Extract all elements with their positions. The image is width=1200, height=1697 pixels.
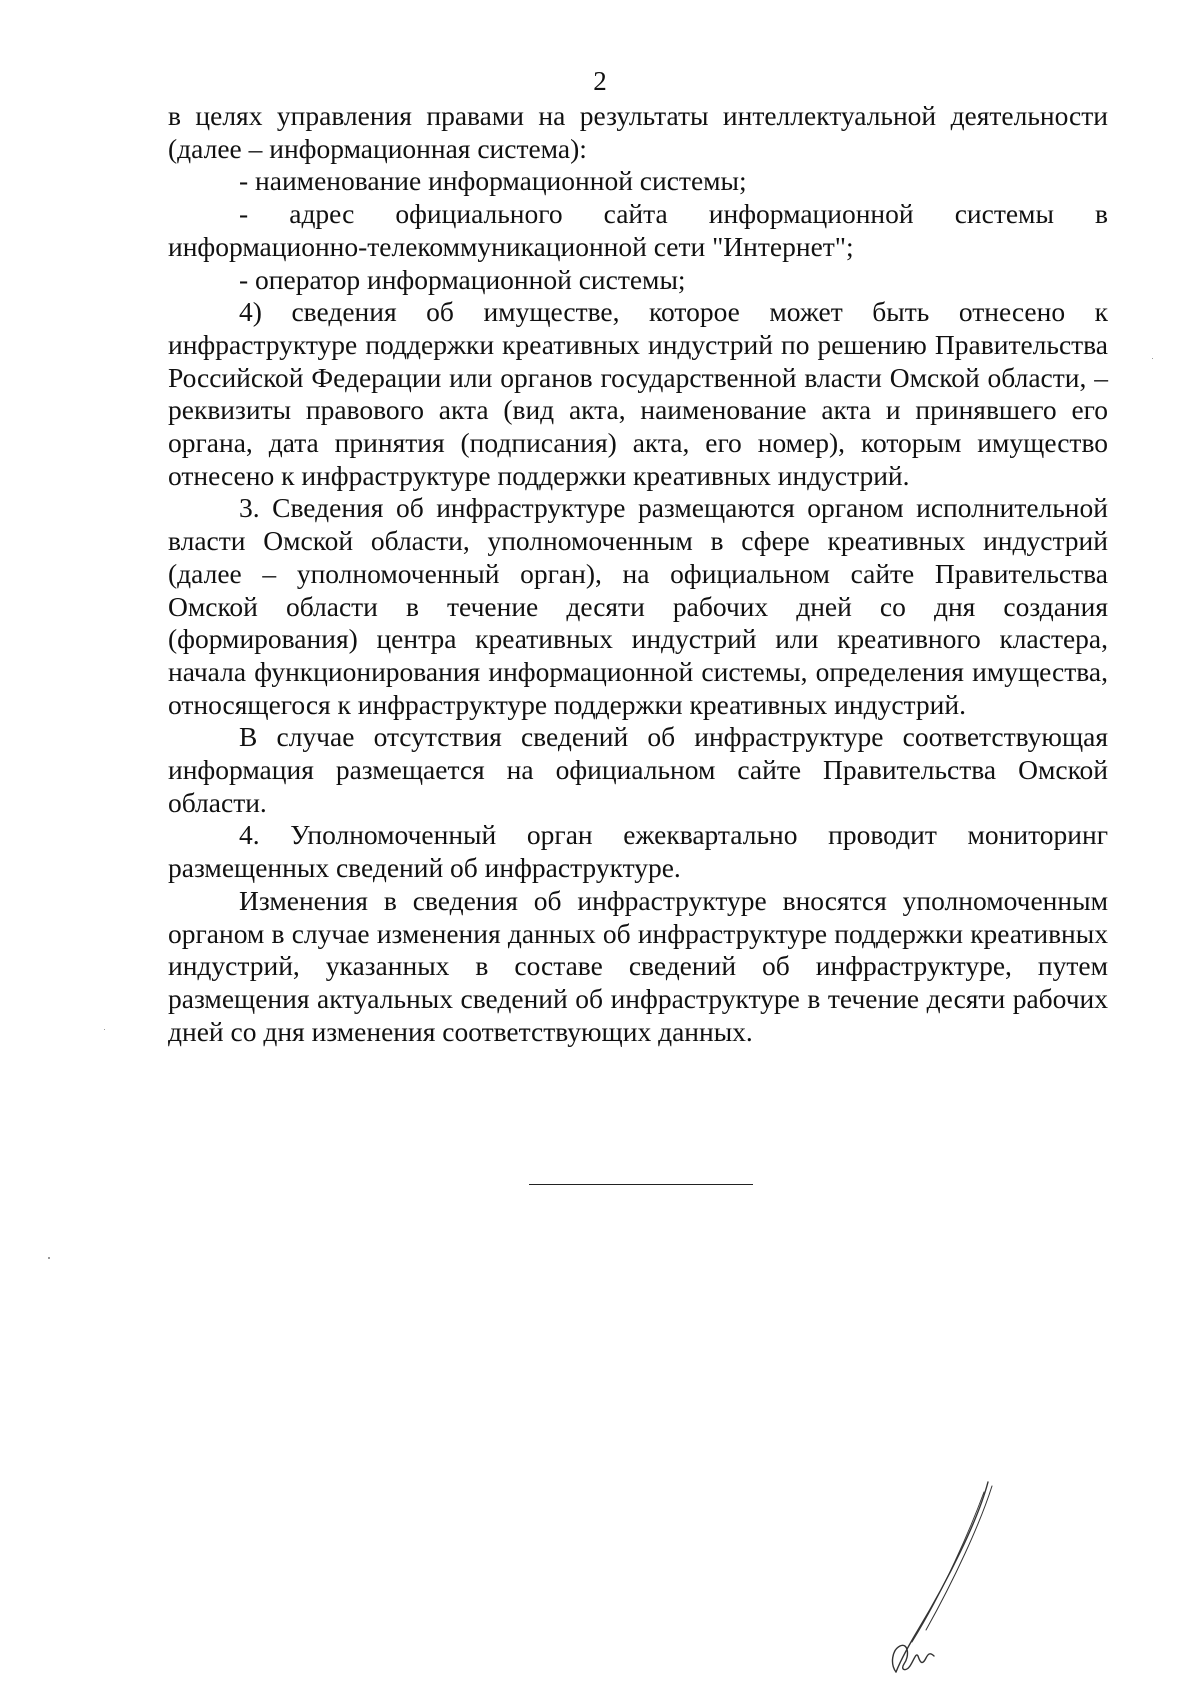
list-item-operator: - оператор информационной системы; — [239, 263, 686, 295]
handwritten-signature — [860, 1480, 1000, 1680]
section-3-publication: 3. Сведения об инфраструктуре размещаются органом исполнительной власти Омской области, уполномоченным в сфере креативных индустрий (далее – уполномоченный орган), на официальном сайте Правительства Омской области в течение десяти рабочих дней со дня создания (формирования) центра креативных индустрий или креативного кластера, начала функционирования информационной системы, определения имущества, относящегося к инфраструктуре поддержки креативных индустрий. — [168, 492, 1108, 720]
page-number: 2 — [593, 66, 607, 96]
end-of-text-rule — [529, 1184, 753, 1185]
list-item-system-name: - наименование информационной системы; — [239, 165, 747, 197]
paragraph-changes: Изменения в сведения об инфраструктуре вносятся уполномоченным органом в случае изменения данных об инфраструктуре поддержки креативных индустрий, указанных в составе сведений об инфраструктуре, путем размещения актуальных сведений об инфраструктуре в течение десяти рабочих дней со дня изменения соответствующих данных. — [168, 884, 1108, 1047]
scan-speck — [48, 1257, 50, 1259]
section-4-monitoring: 4. Уполномоченный орган ежеквартально проводит мониторинг размещенных сведений об инфраструктуре. — [168, 819, 1108, 884]
list-item-site-address: - адрес официального сайта информационной системы в информационно-телекоммуникационной сети "Интернет"; — [168, 198, 1108, 262]
document-body — [168, 100, 1108, 1048]
clause-4-property-info: 4) сведения об имуществе, которое может быть отнесено к инфраструктуре поддержки креативных индустрий по решению Правительства Российской Федерации или органов государственной власти Омской области, – реквизиты правового акта (вид акта, наименование акта и принявшего его органа, дата принятия (подписания) акта, его номер), которым имущество отнесено к инфраструктуре поддержки креативных индустрий. — [168, 296, 1108, 491]
paragraph-continuation: в целях управления правами на результаты интеллектуальной деятельности (далее – информационная система): — [168, 100, 1108, 164]
scan-speck — [1152, 358, 1153, 359]
scan-speck — [104, 1029, 105, 1030]
paragraph-absent-info: В случае отсутствия сведений об инфраструктуре соответствующая информация размещается на официальном сайте Правительства Омской области. — [168, 721, 1108, 818]
